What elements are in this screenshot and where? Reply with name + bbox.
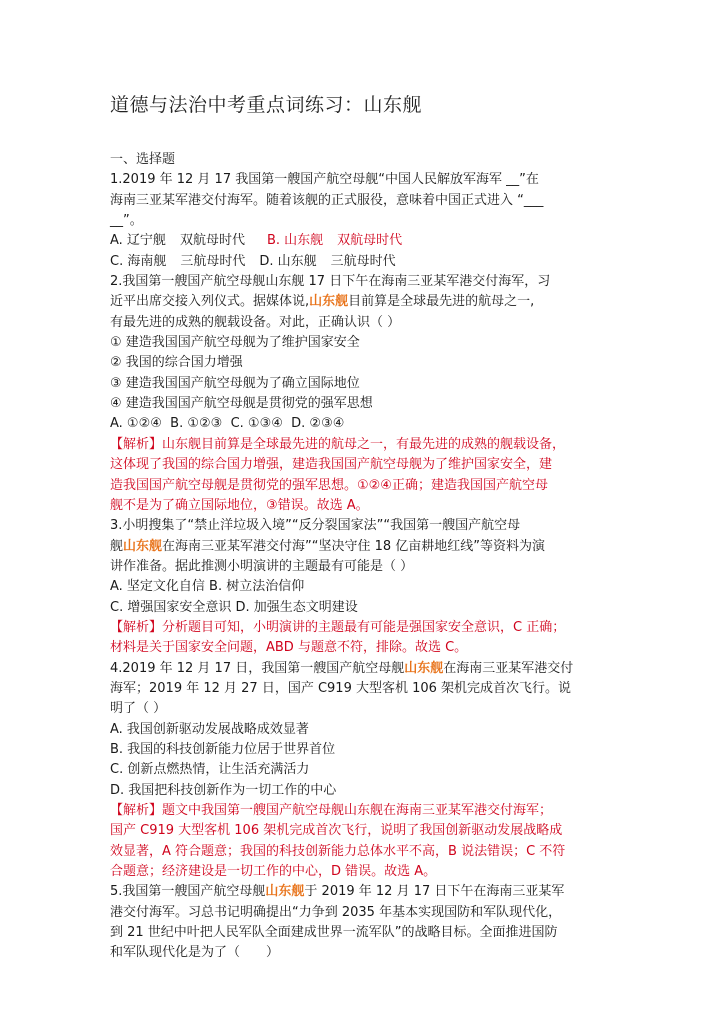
question-4 <box>110 659 622 883</box>
question-4-stem-line: 明了（ ） <box>110 701 167 717</box>
stem-text: 在海南三亚某军港交付海”“坚决守住 18 亿亩耕地红线”等资料为演 <box>162 538 546 554</box>
question-1-stem-line: 海南三亚某军港交付海军。随着该舰的正式服役，意味着中国正式进入 “___ <box>110 192 544 208</box>
explanation-line: 国产 C919 大型客机 106 架机完成首次飞行，说明了我国创新驱动发展战略成 <box>110 823 563 839</box>
option-d: D. 我国把科技创新作为一切工作的中心 <box>110 782 337 798</box>
question-4-stem-line <box>110 659 622 679</box>
question-1-stem-line: 1.2019 年 12 月 17 我国第一艘国产航空母舰“中国人民解放军海军 __”在 <box>110 172 539 188</box>
option-a: A. 辽宁舰 <box>110 233 166 249</box>
page-title: 道德与法治中考重点词练习：山东舰 <box>110 94 423 116</box>
question-3-options-row-1: A. 坚定文化自信 B. 树立法治信仰 <box>110 579 305 595</box>
question-3-stem-line <box>110 537 622 557</box>
question-3-options-row-2: C. 增强国家安全意识 D. 加强生态文明建设 <box>110 599 358 615</box>
option-a: A. 我国创新驱动发展战略成效显著 <box>110 721 309 737</box>
question-5 <box>110 882 622 963</box>
keyword-highlight: 山东舰 <box>265 884 305 900</box>
explanation-line: 【解析】山东舰目前算是全球最先进的航母之一，有最先进的成熟的舰载设备， <box>110 436 566 452</box>
option-b-era: 双航母时代 <box>337 233 403 249</box>
question-1 <box>110 170 622 272</box>
stem-text: 在海南三亚某军港交付 <box>443 660 574 676</box>
keyword-highlight: 山东舰 <box>404 660 444 676</box>
question-1-stem-line: __”。 <box>110 213 143 229</box>
option-b: B. 我国的科技创新能力位居于世界首位 <box>110 741 336 757</box>
question-2-options: A. ①②④ B. ①②③ C. ①③④ D. ②③④ <box>110 416 345 432</box>
statement-2: ② 我国的综合国力增强 <box>110 355 243 371</box>
question-5-stem-line: 到 21 世纪中叶把人民军队全面建成世界一流军队”的战略目标。全面推进国防 <box>110 925 558 941</box>
explanation-line: 【解析】分析题目可知，小明演讲的主题最有可能是强国家安全意识，C 正确； <box>110 619 566 635</box>
explanation-line: 【解析】题文中我国第一艘国产航空母舰山东舰在海南三亚某军港交付海军； <box>110 803 553 818</box>
explanation-line: 材料是关于国家安全问题，ABD 与题意不符，排除。故选 C。 <box>110 640 468 656</box>
statement-1: ① 建造我国国产航空母舰为了维护国家安全 <box>110 335 360 351</box>
option-c: C. 海南舰 <box>110 253 167 269</box>
explanation-line: 造我国国产航空母舰是贯彻党的强军思想。①②④正确；建造我国国产航空母 <box>110 477 548 493</box>
question-1-options-row-1 <box>110 231 622 251</box>
question-5-stem-line <box>110 882 622 902</box>
option-b: B. 山东舰 <box>266 233 324 249</box>
stem-text: 于 2019 年 12 月 17 日下午在海南三亚某军 <box>304 884 565 900</box>
question-2-stem-line: 有最先进的成熟的舰载设备。对此，正确认识（ ） <box>110 314 401 330</box>
question-1-options-row-2 <box>110 252 622 272</box>
stem-text: 近平出席交接入列仪式。据媒体说, <box>110 294 310 310</box>
stem-text: 4.2019 年 12 月 17 日，我国第一艘国产航空母舰 <box>110 660 405 676</box>
keyword-highlight: 山东舰 <box>123 538 163 554</box>
explanation-line: 合题意；经济建设是一切工作的中心，D 错误。故选 A。 <box>110 864 437 880</box>
section-heading: 一、选择题 <box>110 152 176 167</box>
stem-text: 5.我国第一艘国产航空母舰 <box>110 884 266 900</box>
keyword-highlight: 山东舰 <box>309 294 349 310</box>
document-body <box>110 150 622 964</box>
question-3-stem-line: 讲作准备。据此推测小明演讲的主题最有可能是（ ） <box>110 558 414 574</box>
stem-text: 舰 <box>110 538 124 554</box>
question-5-stem-line: 和军队现代化是为了（ ） <box>110 945 280 961</box>
explanation-line: 舰不是为了确立国际地位，③错误。故选 A。 <box>110 497 369 513</box>
question-2-stem-line: 2.我国第一艘国产航空母舰山东舰 17 日下午在海南三亚某军港交付海军，习 <box>110 274 551 290</box>
question-4-stem-line: 海军；2019 年 12 月 27 日，国产 C919 大型客机 106 架机完成首次飞行。说 <box>110 680 572 696</box>
stem-text: 目前算是全球最先进的航母之一, <box>348 294 535 310</box>
question-2 <box>110 272 622 516</box>
option-c: C. 创新点燃热情，让生活充满活力 <box>110 762 310 778</box>
option-a-era: 双航母时代 <box>179 233 245 249</box>
question-3-stem-line: 3.小明搜集了“禁止洋垃圾入境”“反分裂国家法”“我国第一艘国产航空母 <box>110 518 521 534</box>
statement-4: ④ 建造我国国产航空母舰是贯彻党的强军思想 <box>110 396 373 412</box>
question-5-stem-line: 港交付海军。习总书记明确提出“力争到 2035 年基本实现国防和军队现代化， <box>110 904 562 920</box>
option-d: D. 山东舰 <box>259 253 317 269</box>
option-d-era: 三航母时代 <box>330 253 396 269</box>
explanation-line: 效显著，A 符合题意；我国的科技创新能力总体水平不高，B 说法错误；C 不符 <box>110 843 566 859</box>
statement-3: ③ 建造我国国产航空母舰为了确立国际地位 <box>110 375 360 391</box>
question-3 <box>110 516 622 658</box>
explanation-line: 这体现了我国的综合国力增强，建造我国国产航空母舰为了维护国家安全，建 <box>110 457 553 473</box>
question-2-stem-line <box>110 292 622 312</box>
option-c-era: 三航母时代 <box>180 253 246 269</box>
